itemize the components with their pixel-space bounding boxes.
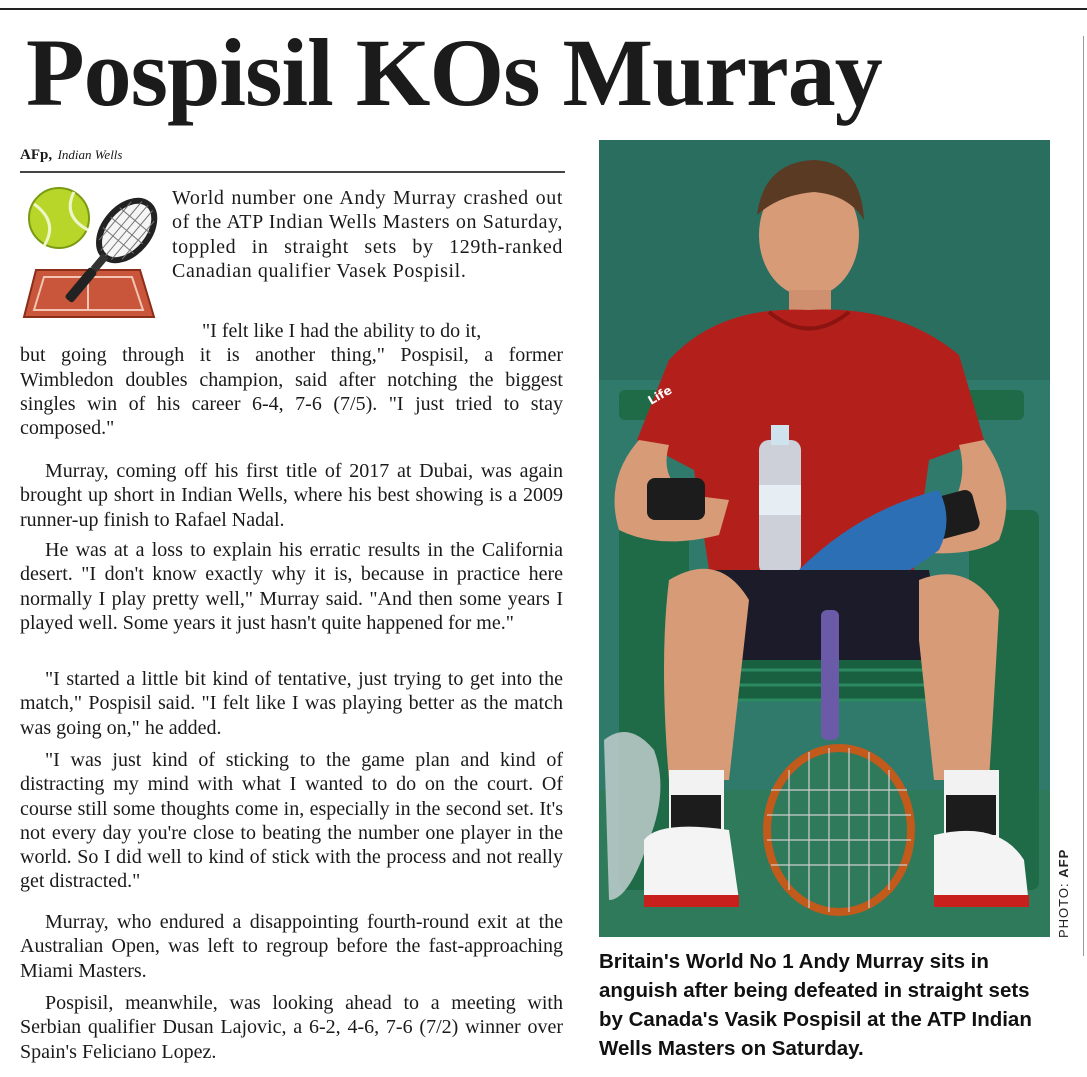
byline-location: Indian Wells	[57, 147, 123, 162]
photo-credit-label: PHOTO:	[1056, 882, 1071, 938]
shirt-logo-text: Life	[645, 382, 675, 408]
byline-agency: AFp,	[20, 147, 53, 163]
headline: Pospisil KOs Murray	[26, 19, 882, 126]
paragraph-2-rest: but going through it is another thing," Pospisil, a former Wimbledon doubles champion, said after notching the biggest singles win of his career 6-4, 7-6 (7/5). "I just tried to stay composed."	[20, 344, 563, 440]
article-paragraph-5: "I started a little bit kind of tentative, just trying to get into the match," Pospisil said. "I felt like I was playing better as the match was going on," he added.	[20, 668, 563, 739]
photo-caption: Britain's World No 1 Andy Murray sits in anguish after being defeated in straight sets by Canada's Vasik Pospisil at the ATP Indian Wells Masters on Saturday.	[599, 950, 1032, 1060]
article-paragraph-1: World number one Andy Murray crashed out of the ATP Indian Wells Masters on Saturday, toppled in straight sets by 129th-ranked Canadian qualifier Vasek Pospisil.	[172, 187, 563, 282]
photo-credit-source: AFP	[1056, 848, 1071, 878]
article-paragraph-4: He was at a loss to explain his erratic results in the California desert. "I don't know exactly why it is, because in practice here normally I play pretty well," Murray said. "And then some years I played well. Some years it just hasn't quite happened for me."	[20, 539, 563, 634]
photo-credit	[1056, 849, 1071, 938]
right-rule	[1083, 36, 1084, 956]
photo-murray-on-court-chair	[599, 140, 1050, 937]
article-paragraph-7: Murray, who endured a disappointing fourth-round exit at the Australian Open, was left to regroup before the fast-approaching Miami Masters.	[20, 911, 563, 982]
top-rule	[0, 8, 1087, 10]
tennis-racket-ball-icon	[22, 182, 162, 327]
paragraph-2-first-line: "I felt like I had the ability to do it,	[202, 320, 482, 342]
article-paragraph-2	[20, 319, 563, 440]
article-paragraph-6: "I was just kind of sticking to the game plan and kind of distracting my mind with what I wanted to do on the court. Of course still some thoughts come in, especially in the second set. It's not every day you're close to beating the number one player in the world. So I did well to kind of stick with the process and not really get distracted."	[20, 749, 563, 893]
article-paragraph-8: Pospisil, meanwhile, was looking ahead to a meeting with Serbian qualifier Dusan Lajovic, a 6-2, 4-6, 7-6 (7/2) winner over Spain's Feliciano Lopez.	[20, 992, 563, 1063]
article-paragraph-3: Murray, coming off his first title of 2017 at Dubai, was again brought up short in Indian Wells, where his best showing is a 2009 runner-up finish to Rafael Nadal.	[20, 460, 563, 531]
byline	[20, 147, 565, 173]
